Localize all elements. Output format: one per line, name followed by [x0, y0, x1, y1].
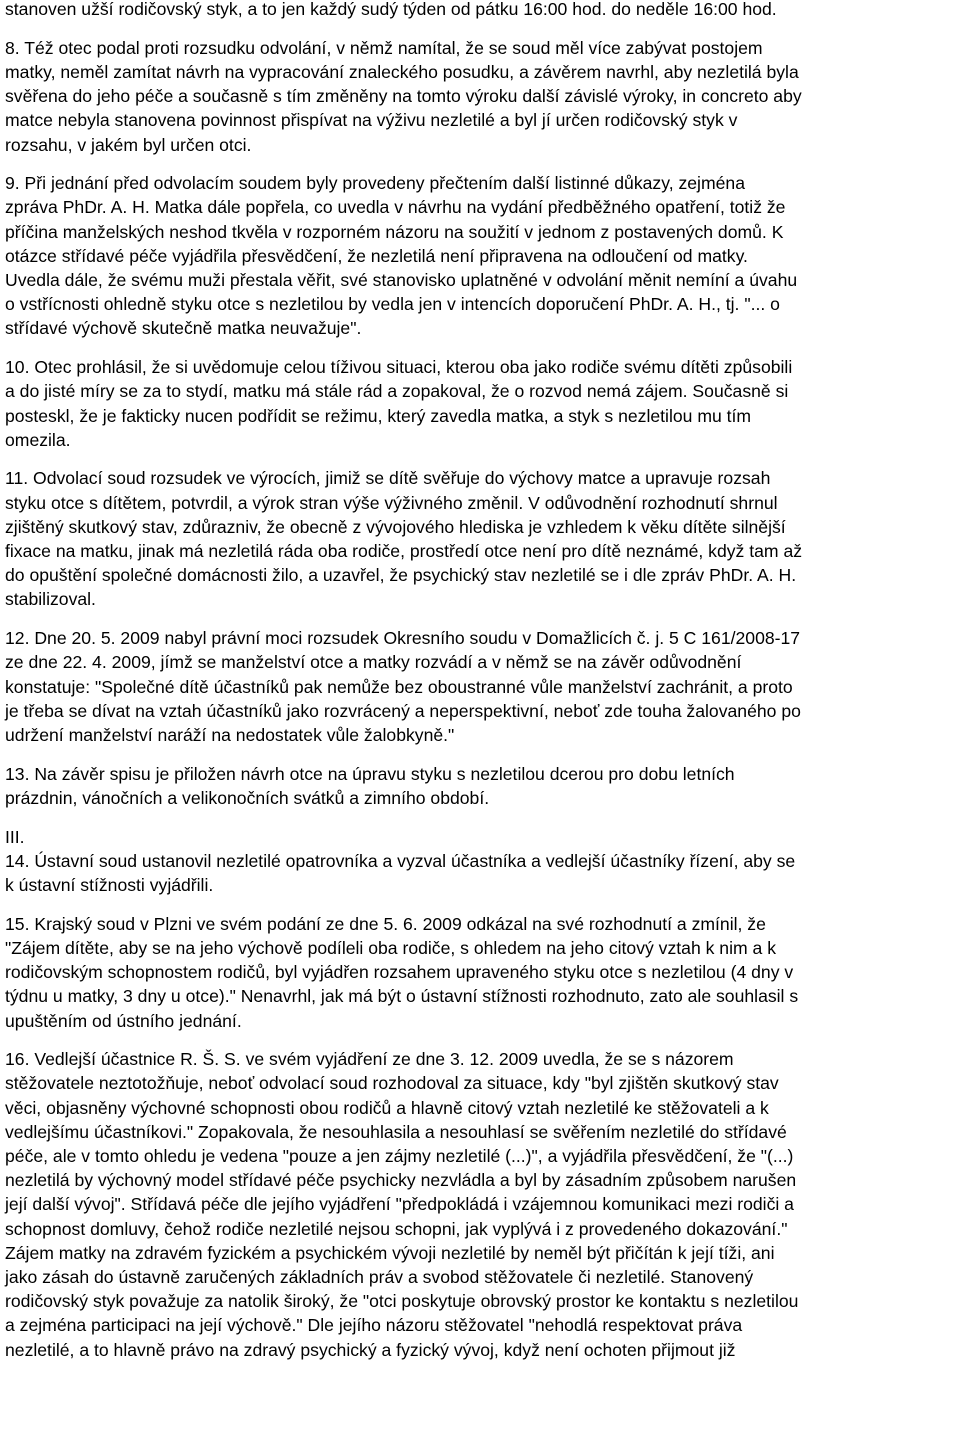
paragraph-15: 15. Krajský soud v Plzni ve svém podání ze dne 5. 6. 2009 odkázal na své rozhodnutí a zmínil, že "Zájem dítěte, aby se na jeho výchově podíleli oba rodiče, s ohledem na jeho citový vztah k nim a k rodičovským schopnostem rodičů, byl vyjádřen rozsahem upraveného styku otce s nezletilou (4 dny v týdnu u matky, 3 dny u otce)." Nenavrhl, jak má být o ústavní stížnosti rozhodnuto, zato ale souhlasil s upuštěním od ústního jednání. — [5, 913, 799, 1031]
paragraph-continuation: stanoven užší rodičovský styk, a to jen každý sudý týden od pátku 16:00 hod. do neděle 16:00 hod. — [5, 0, 777, 19]
paragraph-8: 8. Též otec podal proti rozsudku odvolání, v němž namítal, že se soud měl více zabývat postojem matky, neměl zamítat návrh na vypracování znaleckého posudku, a závěrem navrhl, aby nezletilá byla svěřena do jeho péče a současně s tím změněny na tomto výroku další závislé výroky, in concreto aby matce nebyla stanovena povinnost přispívat na výživu nezletilé a byl jí určen rodičovský styk v rozsahu, v jakém byl určen otci. — [5, 37, 802, 155]
paragraph-11: 11. Odvolací soud rozsudek ve výrocích, jimiž se dítě svěřuje do výchovy matce a upravuje rozsah styku otce s dítětem, potvrdil, a výrok stran výše výživného změnil. V odůvodnění rozhodnutí shrnul zjištěný skutkový stav, zdůrazniv, že obecně z vývojového hlediska je vzhledem k věku dítěte silnější fixace na matku, jinak má nezletilá ráda oba rodiče, prostředí otce není pro dítě neznámé, když tam až do opuštění společné domácnosti žilo, a uzavřel, že psychický stav nezletilé se i dle zpráv PhDr. A. H. stabilizoval. — [5, 468, 803, 610]
section-heading-iii: III. — [5, 826, 25, 847]
paragraph-13: 13. Na závěr spisu je přiložen návrh otce na úpravu styku s nezletilou dcerou pro dobu letních prázdnin, vánočních a velikonočních svátků a zimního období. — [5, 763, 735, 808]
paragraph-12: 12. Dne 20. 5. 2009 nabyl právní moci rozsudek Okresního soudu v Domažlicích č. j. 5 C 161/2008-17 ze dne 22. 4. 2009, jímž se manželství otce a matky rozvádí a v němž se na závěr odůvodnění konstatuje: "Společné dítě účastníků pak nemůže bez oboustranné vůle manželství zachránit, a proto je třeba se dívat na vztah účastníků jako rozvrácený a neperspektivní, neboť zde touha žalovaného po udržení manželství naráží na nedostatek vůle žalobkyně." — [5, 628, 801, 745]
document-page — [5, 0, 957, 1376]
paragraph-14: 14. Ústavní soud ustanovil nezletilé opatrovníka a vyzval účastníka a vedlejší účastníky řízení, aby se k ústavní stížnosti vyjádřili. — [5, 850, 796, 895]
paragraph-16: 16. Vedlejší účastnice R. Š. S. ve svém vyjádření ze dne 3. 12. 2009 uvedla, že se s názorem stěžovatele neztotožňuje, neboť odvolací soud rozhodoval za situace, kdy "byl zjištěn skutkový stav věci, objasněny výchovné schopnosti obou rodičů a hlavně citový vztah nezletilé ke stěžovateli a k vedlejšímu účastníkovi." Zopakovala, že nesouhlasila a nesouhlasí se svěřením nezletilé do střídavé péče, ale v tomto ohledu je vedena "pouze a jen zájmy nezletilé (...)", a vyjádřila přesvědčení, že "(...) nezletilá by výchovný model střídavé péče psychicky nezvládla a byl by zásadním způsobem narušen její další vývoj". Střídavá péče dle jejího vyjádření "předpokládá i vzájemnou komunikaci mezi rodiči a schopnost domluvy, čehož rodiče nezletilé nejsou schopni, jak vyplývá i z provedeného dokazování." Zájem matky na zdravém fyzickém a psychickém vývoji nezletilé by neměl být přičítán k její tíži, ani jako zásah do ústavně zaručených základních práv a svobod stěžovatele či nezletilé. Stanovený rodičovský styk považuje za natolik široký, že "otci poskytuje obrovský prostor ke kontaktu s nezletilou a zejména participaci na její výchově." Dle jejího názoru stěžovatel "nehodlá respektovat práva nezletilé, a to hlavně právo na zdravý psychický a fyzický vývoj, když není ochoten přijmout již — [5, 1049, 799, 1360]
paragraph-9: 9. Při jednání před odvolacím soudem byly provedeny přečtením další listinné důkazy, zejména zpráva PhDr. A. H. Matka dále popřela, co uvedla v návrhu na vydání předběžného opatření, totiž že příčina manželských neshod tkvěla v rozporném názoru na soužití v jednom z postavených domů. K otázce střídavé péče vyjádřila přesvědčení, že nezletilá není připravena na odloučení od matky. Uvedla dále, že svému muži přestala věřit, své stanovisko uplatněné v odvolání měnit nemíní a úvahu o vstřícnosti ohledně styku otce s nezletilou by vedla jen v intencích doporučení PhDr. A. H., tj. "... o střídavé výchově skutečně matka neuvažuje". — [5, 173, 798, 339]
paragraph-10: 10. Otec prohlásil, že si uvědomuje celou tíživou situaci, kterou oba jako rodiče svému dítěti způsobili a do jisté míry se za to stydí, matku má stále rád a zopakoval, že o rozvod nemá zájem. Současně si posteskl, že je fakticky nucen podřídit se režimu, který zavedla matka, a styk s nezletilou mu tím omezila. — [5, 357, 793, 450]
